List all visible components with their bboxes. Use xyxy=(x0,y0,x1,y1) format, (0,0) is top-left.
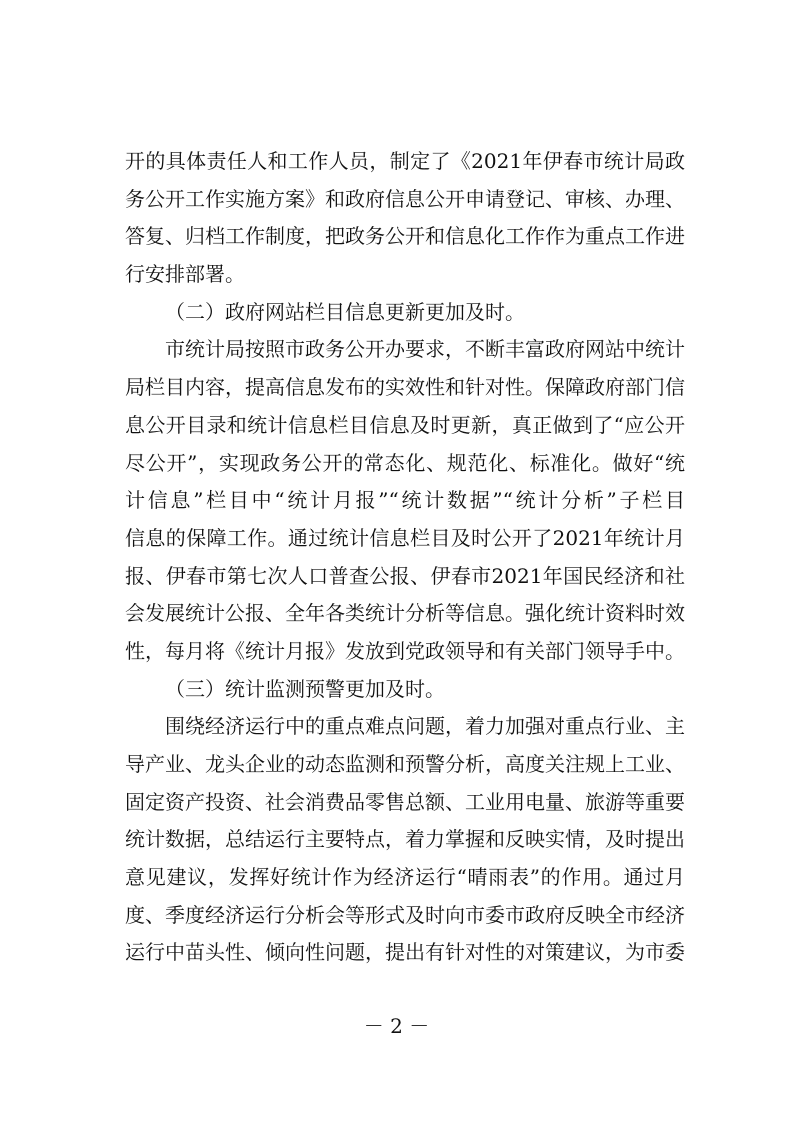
text-line: 局栏目内容，提高信息发布的实效性和针对性。保障政府部门信 xyxy=(125,375,685,400)
text-line: 开的具体责任人和工作人员，制定了《2021年伊春市统计局政 xyxy=(125,149,685,173)
text-line: 统计数据，总结运行主要特点，着力掌握和反映实情，及时提出 xyxy=(125,827,685,852)
text-line: 导产业、龙头企业的动态监测和预警分析，高度关注规上工业、 xyxy=(125,752,685,776)
text-line: 信息的保障工作。通过统计信息栏目及时公开了2021年统计月 xyxy=(125,525,685,550)
text-line: 围绕经济运行中的重点难点问题，着力加强对重点行业、主 xyxy=(165,714,685,739)
page-number: － 2 － xyxy=(363,1014,430,1038)
text-line: 运行中苗头性、倾向性问题，提出有针对性的对策建议，为市委 xyxy=(125,940,685,965)
text-line: 计信息”栏目中“统计月报”“统计数据”“统计分析”子栏目 xyxy=(125,488,685,513)
text-line: 固定资产投资、社会消费品零售总额、工业用电量、旅游等重要 xyxy=(125,789,685,814)
text-line: 会发展统计公报、全年各类统计分析等信息。强化统计资料时效 xyxy=(125,601,685,626)
text-line: （三）统计监测预警更加及时。 xyxy=(165,676,445,701)
text-line: 息公开目录和统计信息栏目信息及时更新，真正做到了“应公开 xyxy=(125,412,685,437)
text-line: 尽公开”，实现政务公开的常态化、规范化、标准化。做好“统 xyxy=(125,450,685,475)
text-line: （二）政府网站栏目信息更新更加及时。 xyxy=(165,299,525,324)
text-line: 度、季度经济运行分析会等形式及时向市委市政府反映全市经济 xyxy=(125,902,685,927)
text-line: 行安排部署。 xyxy=(125,262,245,287)
text-line: 市统计局按照市政务公开办要求，不断丰富政府网站中统计 xyxy=(165,337,685,362)
body-text xyxy=(125,143,685,972)
text-line: 性，每月将《统计月报》发放到党政领导和有关部门领导手中。 xyxy=(125,638,685,663)
text-line: 意见建议，发挥好统计作为经济运行“晴雨表”的作用。通过月 xyxy=(125,865,685,890)
text-line: 务公开工作实施方案》和政府信息公开申请登记、审核、办理、 xyxy=(125,186,685,211)
text-line: 报、伊春市第七次人口普查公报、伊春市2021年国民经济和社 xyxy=(125,563,685,588)
text-line: 答复、归档工作制度，把政务公开和信息化工作作为重点工作进 xyxy=(125,224,685,249)
